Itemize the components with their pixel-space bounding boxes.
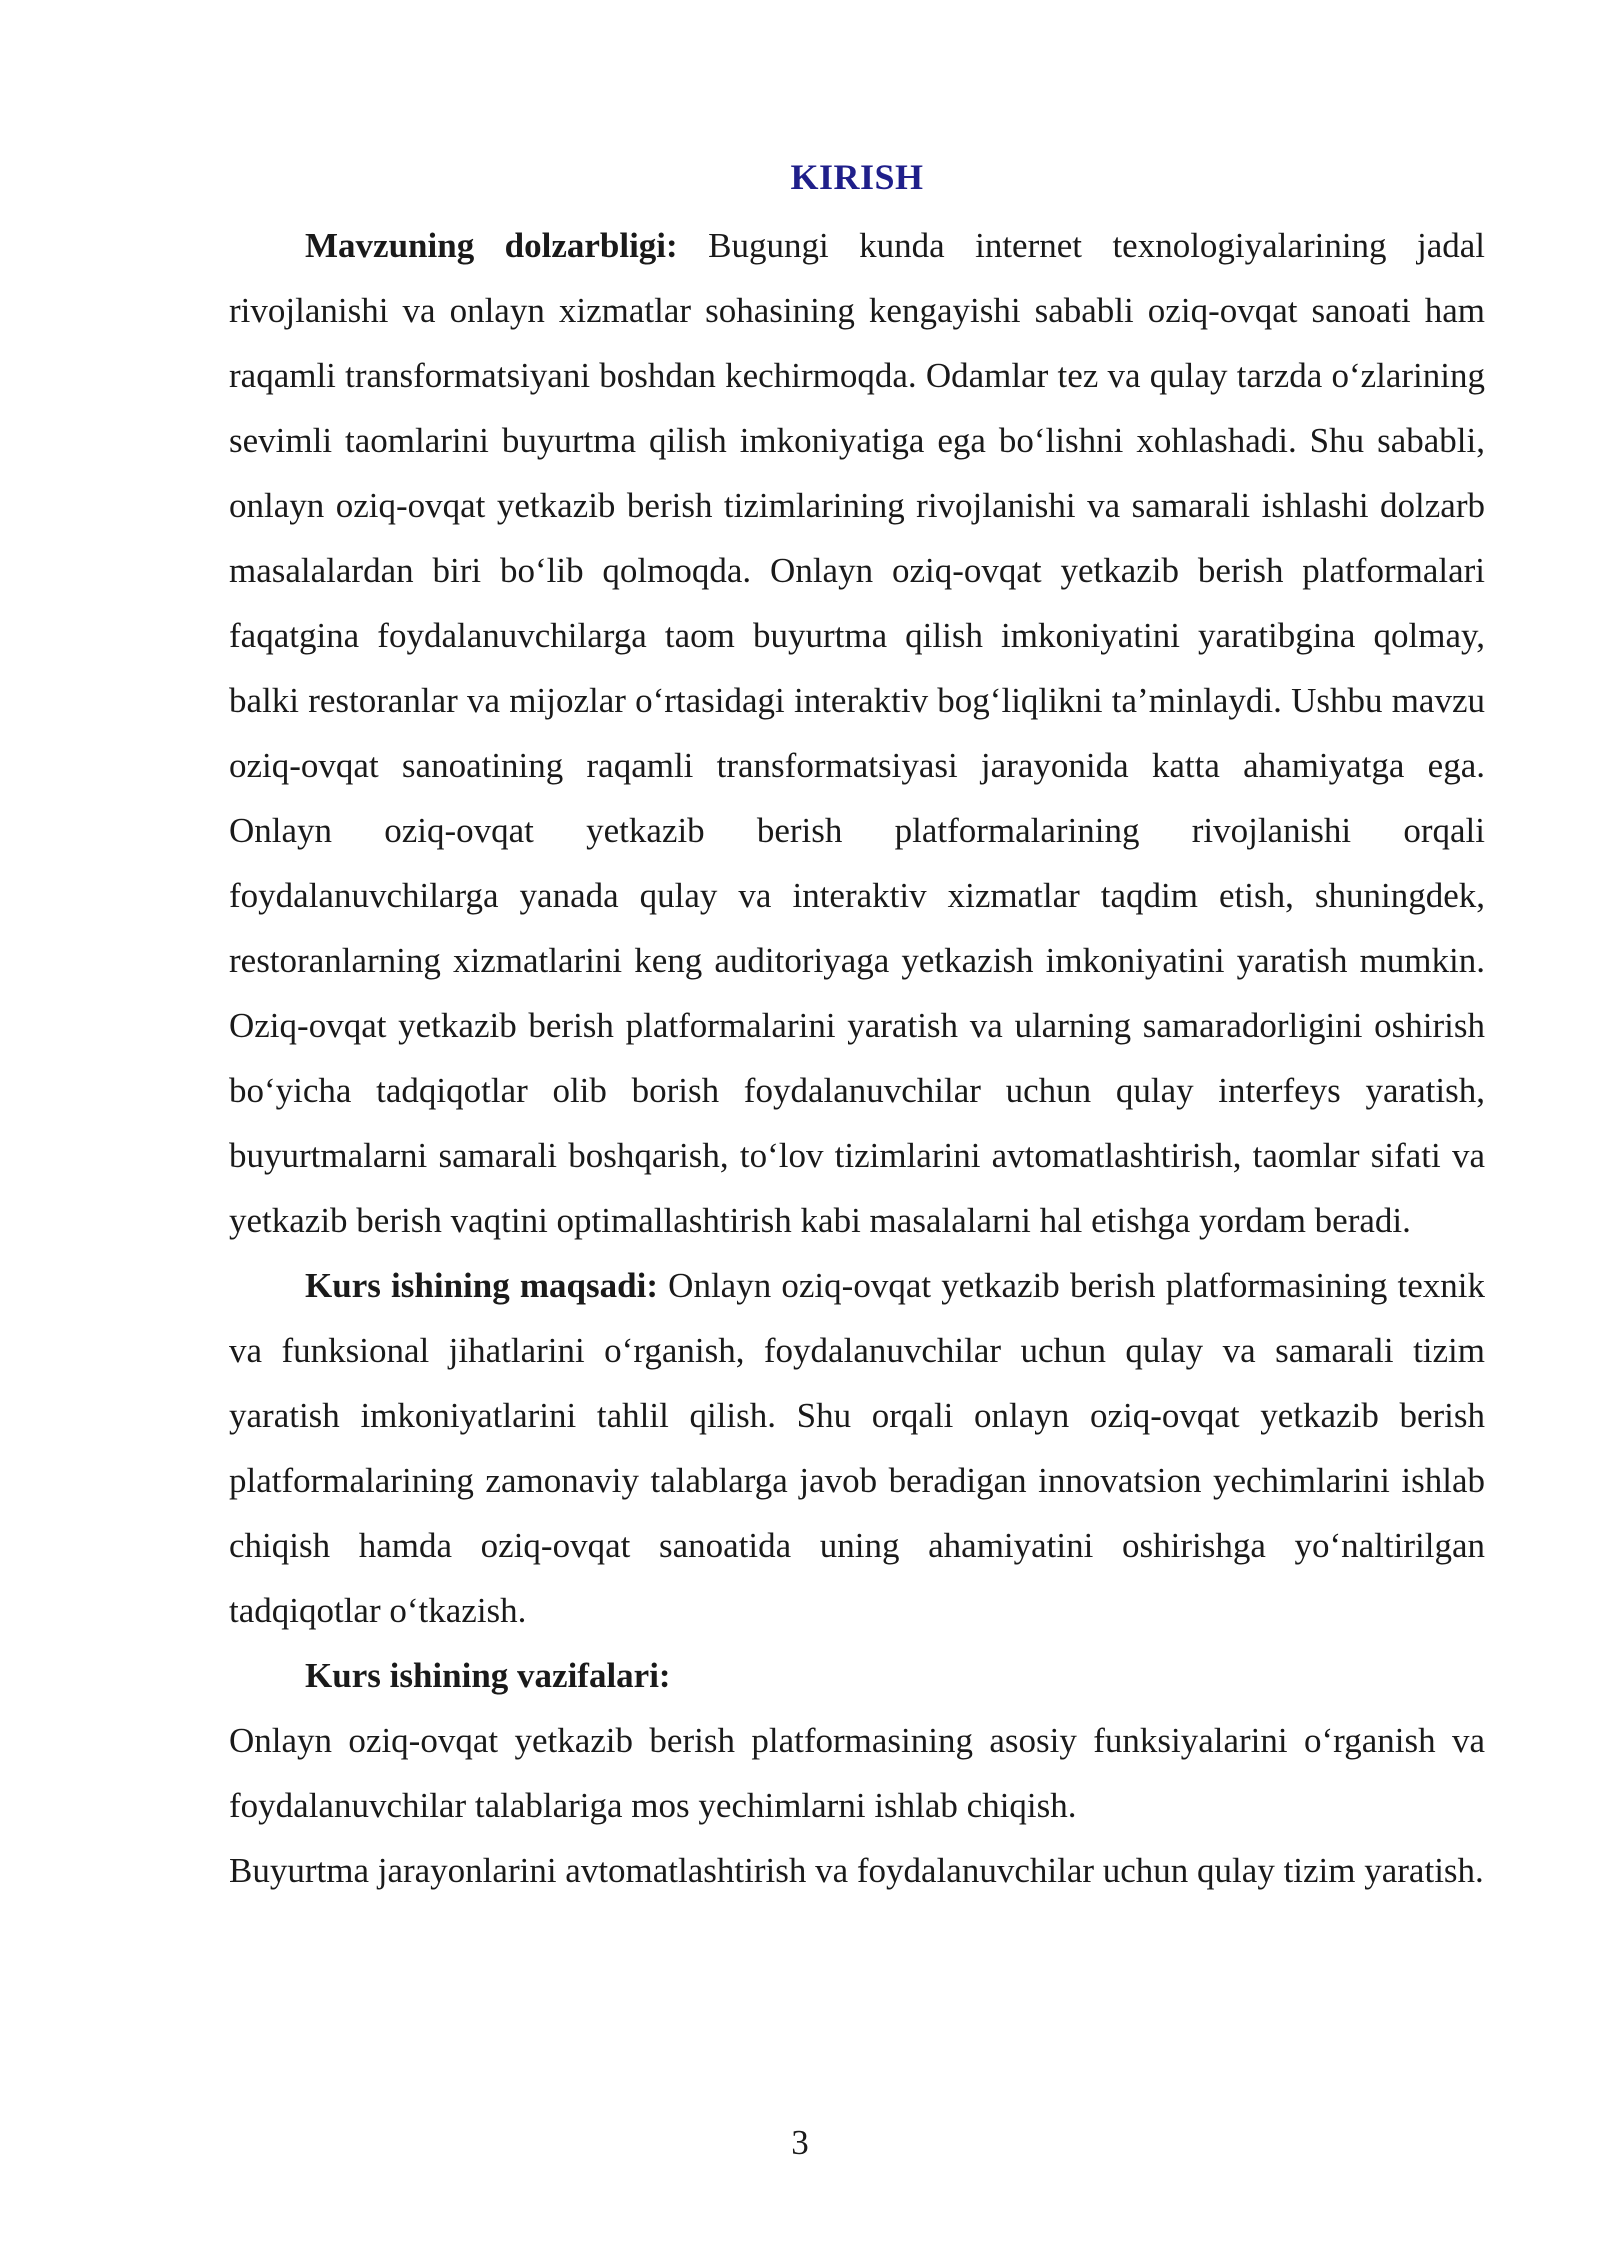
page-title: KIRISH (790, 157, 924, 197)
tasks-heading: Kurs ishining vazifalari: (305, 1656, 671, 1695)
paragraph-label-maqsad: Kurs ishining maqsadi: (305, 1266, 658, 1305)
paragraph-dolzarblik (229, 213, 1485, 1253)
paragraph-label-dolzarblik: Mavzuning dolzarbligi: (305, 226, 678, 265)
task-item: Buyurtma jarayonlarini avtomatlashtirish va foydalanuvchilar uchun qulay tizim yaratish. (229, 1851, 1484, 1890)
document-page (229, 148, 1485, 1903)
paragraph-text-dolzarblik: Bugungi kunda internet texnologiyalarining jadal rivojlanishi va onlayn xizmatlar sohasining kengayishi sababli oziq-ovqat sanoati ham raqamli transformatsiyani boshdan kechirmoqda. Odamlar tez va qulay tarzda o‘zlarining sevimli taomlarini buyurtma qilish imkoniyatiga ega bo‘lishni xohlashadi. Shu sababli, onlayn oziq-ovqat yetkazib berish tizimlarining rivojlanishi va samarali ishlashi dolzarb masalalardan biri bo‘lib qolmoqda. Onlayn oziq-ovqat yetkazib berish platformalari faqatgina foydalanuvchilarga taom buyurtma qilish imkoniyatini yaratibgina qolmay, balki restoranlar va mijozlar o‘rtasidagi interaktiv bog‘liqlikni ta’minlaydi. Ushbu mavzu oziq-ovqat sanoatining raqamli transformatsiyasi jarayonida katta ahamiyatga ega. Onlayn oziq-ovqat yetkazib berish platformalarining rivojlanishi orqali foydalanuvchilarga yanada qulay va interaktiv xizmatlar taqdim etish, shuningdek, restoranlarning xizmatlarini keng auditoriyaga yetkazish imkoniyatini yaratish mumkin. Oziq-ovqat yetkazib berish platformalarini yaratish va ularning samaradorligini oshirish bo‘yicha tadqiqotlar olib borish foydalanuvchilar uchun qulay interfeys yaratish, buyurtmalarni samarali boshqarish, to‘lov tizimlarini avtomatlashtirish, taomlar sifati va yetkazib berish vaqtini optimallashtirish kabi masalalarni hal etishga yordam beradi. (229, 226, 1485, 1240)
paragraph-text-maqsad: Onlayn oziq-ovqat yetkazib berish platformasining texnik va funksional jihatlarini o‘rganish, foydalanuvchilar uchun qulay va samarali tizim yaratish imkoniyatlarini tahlil qilish. Shu orqali onlayn oziq-ovqat yetkazib berish platformalarining zamonaviy talablarga javob beradigan innovatsion yechimlarini ishlab chiqish hamda oziq-ovqat sanoatida uning ahamiyatini oshirishga yo‘naltirilgan tadqiqotlar o‘tkazish. (229, 1266, 1485, 1630)
task-item: Onlayn oziq-ovqat yetkazib berish platformasining asosiy funksiyalarini o‘rganish va foydalanuvchilar talablariga mos yechimlarni ishlab chiqish. (229, 1721, 1485, 1825)
page-number: 3 (791, 2123, 809, 2162)
paragraph-maqsad (229, 1253, 1485, 1643)
